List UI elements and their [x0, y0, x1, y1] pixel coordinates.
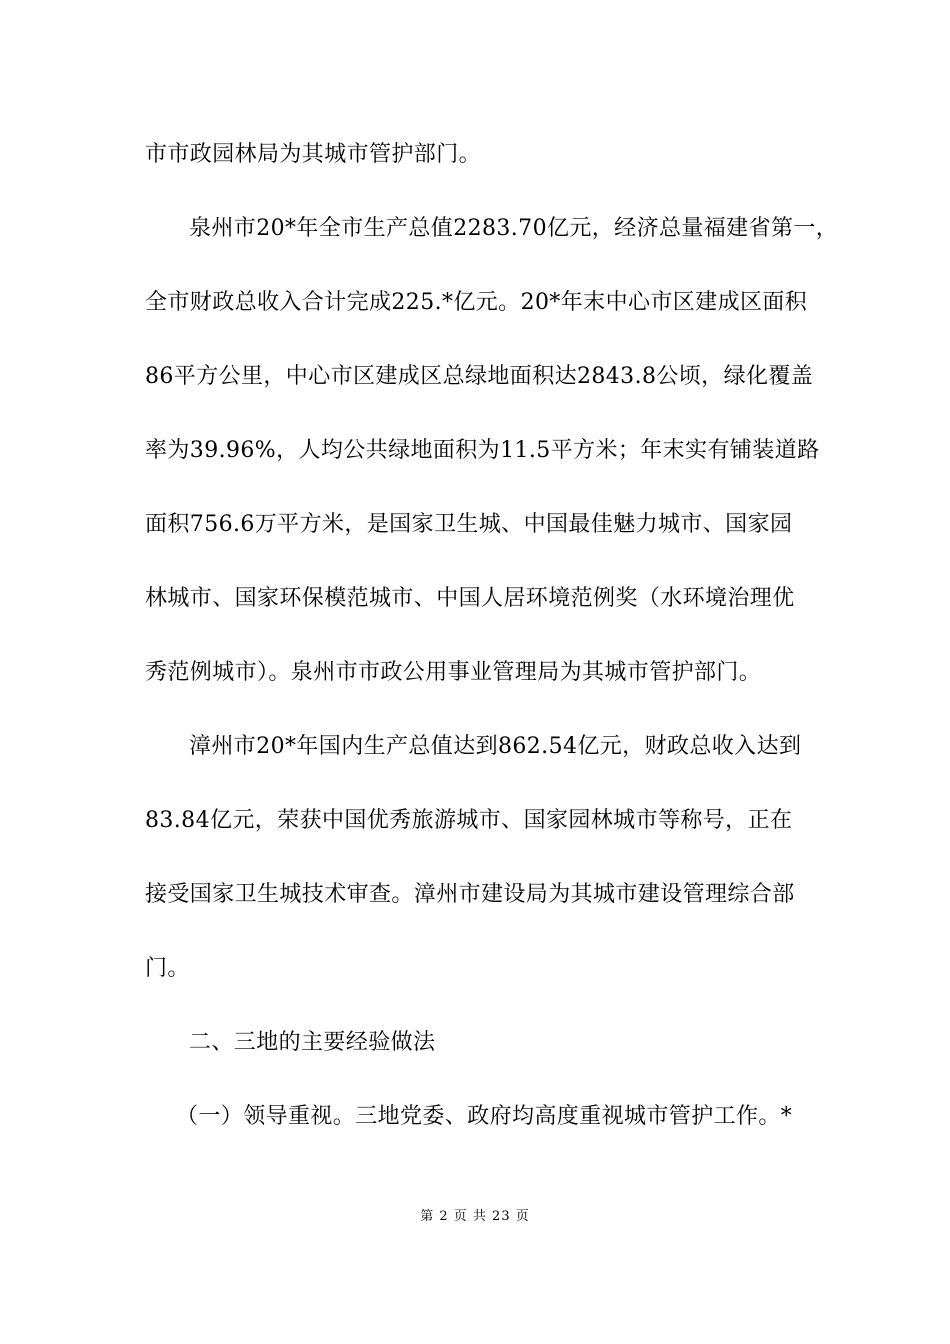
text-line-11: 接受国家卫生城技术审查。漳州市建设局为其城市建设管理综合部	[145, 882, 795, 907]
text-line-6: 面积756.6万平方米，是国家卫生城、中国最佳魅力城市、国家园	[145, 512, 793, 537]
text-line-5: 率为39.96%，人均公共绿地面积为11.5平方米；年末实有铺装道路	[145, 438, 820, 463]
text-line-4: 86平方公里，中心市区建成区总绿地面积达2843.8公顷，绿化覆盖	[145, 364, 814, 389]
text-line-3: 全市财政总收入合计完成225.*亿元。20*年末中心市区建成区面积	[145, 290, 808, 315]
section-heading: 二、三地的主要经验做法	[189, 1030, 436, 1055]
text-line-12: 门。	[145, 956, 190, 981]
text-line-14: （一）领导重视。三地党委、政府均高度重视城市管护工作。*	[176, 1104, 793, 1129]
text-line-7: 林城市、国家环保模范城市、中国人居环境范例奖（水环境治理优	[145, 586, 795, 611]
text-line-9: 漳州市20*年国内生产总值达到862.54亿元，财政总收入达到	[189, 734, 802, 759]
page-number-footer: 第 2 页 共 23 页	[420, 1209, 530, 1224]
text-line-8: 秀范例城市）。泉州市市政公用事业管理局为其城市管护部门。	[145, 660, 762, 685]
text-line-1: 市市政园林局为其城市管护部门。	[145, 142, 482, 167]
text-line-10: 83.84亿元，荣获中国优秀旅游城市、国家园林城市等称号，正在	[145, 808, 793, 833]
text-line-2: 泉州市20*年全市生产总值2283.70亿元，经济总量福建省第一，	[189, 216, 839, 241]
